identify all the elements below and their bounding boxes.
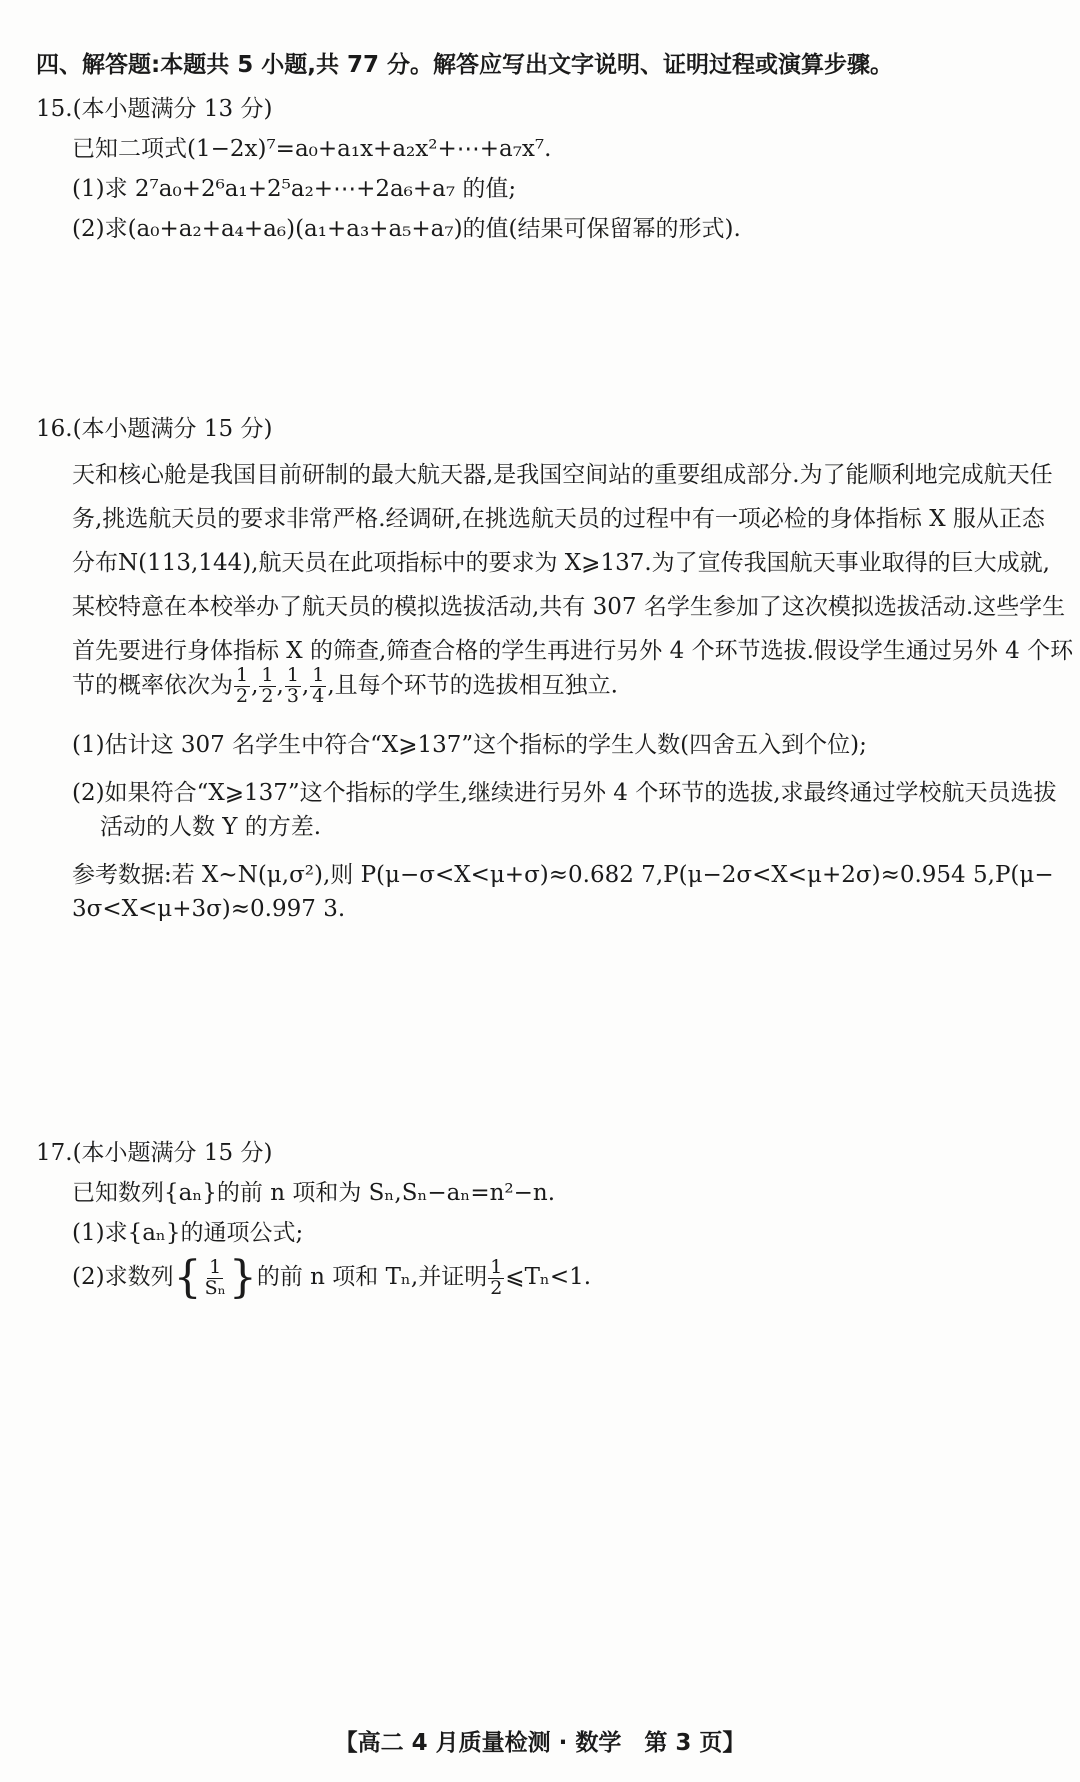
q16-para-line-1: 天和核心舱是我国目前研制的最大航天器,是我国空间站的重要组成部分.为了能顺利地完成航天任 — [72, 462, 1053, 488]
bound-fraction — [488, 1255, 504, 1299]
q16-para-line-5: 首先要进行身体指标 X 的筛查,筛查合格的学生再进行另外 4 个环节选拔.假设学生通过另外 4 个环 — [72, 638, 1074, 664]
q17-part2-suffix: ⩽Tₙ<1. — [505, 1264, 592, 1290]
q17-stem: 已知数列{aₙ}的前 n 项和为 Sₙ,Sₙ−aₙ=n²−n. — [72, 1180, 556, 1206]
page-footer: 【高二 4 月质量检测 · 数学 第 3 页】 — [334, 1730, 746, 1756]
fraction-1 — [234, 666, 250, 707]
q16-part1: (1)估计这 307 名学生中符合“X⩾137”这个指标的学生人数(四舍五入到个位); — [72, 732, 867, 758]
q16-title: 16.(本小题满分 15 分) — [36, 416, 273, 442]
q17-title: 17.(本小题满分 15 分) — [36, 1140, 273, 1166]
q17-part2-mid: 的前 n 项和 Tₙ,并证明 — [256, 1264, 488, 1290]
fraction-3-num: 1 — [286, 664, 299, 686]
q16-para-line-3: 分布N(113,144),航天员在此项指标中的要求为 X⩾137.为了宣传我国航天事业取得的巨大成就, — [72, 550, 1050, 576]
q16-part2-line-1: (2)如果符合“X⩾137”这个指标的学生,继续进行另外 4 个环节的选拔,求最终通过学校航天员选拔 — [72, 780, 1057, 806]
q15-part2: (2)求(a₀+a₂+a₄+a₆)(a₁+a₃+a₅+a₇)的值(结果可保留幂的形式). — [72, 216, 741, 242]
q17-part2 — [72, 1252, 592, 1303]
bound-fraction-den: 2 — [490, 1276, 503, 1299]
fraction-3 — [285, 666, 301, 707]
q15-part1: (1)求 2⁷a₀+2⁶a₁+2⁵a₂+⋯+2a₆+a₇ 的值; — [72, 176, 517, 202]
section-header: 四、解答题:本题共 5 小题,共 77 分。解答应写出文字说明、证明过程或演算步骤。 — [36, 52, 893, 78]
fraction-1-num: 1 — [236, 664, 249, 686]
q16-part2-line-2: 活动的人数 Y 的方差. — [100, 814, 322, 840]
fraction-1-den: 2 — [236, 684, 249, 707]
sequence-fraction — [203, 1255, 228, 1299]
fraction-3-den: 3 — [286, 684, 299, 707]
q15-stem: 已知二项式(1−2x)⁷=a₀+a₁x+a₂x²+⋯+a₇x⁷. — [72, 136, 552, 162]
q17-part2-prefix: (2)求数列 — [72, 1264, 174, 1290]
comma: , — [301, 672, 310, 699]
fraction-4 — [310, 666, 326, 707]
fraction-2 — [259, 666, 275, 707]
q16-prob-prefix: 节的概率依次为 — [72, 672, 233, 699]
q16-reference-line-1: 参考数据:若 X~N(μ,σ²),则 P(μ−σ<X<μ+σ)≈0.682 7,P(μ−2σ<X<μ+2σ)≈0.954 5,P(μ− — [72, 862, 1054, 888]
fraction-4-den: 4 — [312, 684, 325, 707]
fraction-2-den: 2 — [261, 684, 274, 707]
q16-para-line-2: 务,挑选航天员的要求非常严格.经调研,在挑选航天员的过程中有一项必检的身体指标 X 服从正态 — [72, 506, 1045, 532]
sequence-fraction-num: 1 — [209, 1255, 222, 1278]
q16-para-line-4: 某校特意在本校举办了航天员的模拟选拔活动,共有 307 名学生参加了这次模拟选拔活动.这些学生 — [72, 594, 1066, 620]
q16-prob-suffix: ,且每个环节的选拔相互独立. — [327, 672, 618, 699]
sequence-fraction-den: Sₙ — [204, 1276, 226, 1299]
bound-fraction-num: 1 — [490, 1255, 503, 1278]
fraction-2-num: 1 — [261, 664, 274, 686]
q15-title: 15.(本小题满分 13 分) — [36, 96, 273, 122]
q16-reference-line-2: 3σ<X<μ+3σ)≈0.997 3. — [72, 896, 346, 922]
q16-probability-line — [72, 666, 618, 707]
brace-close: } — [228, 1252, 257, 1303]
brace-open: { — [173, 1252, 202, 1303]
fraction-4-num: 1 — [312, 664, 325, 686]
comma: , — [276, 672, 284, 699]
comma: , — [251, 672, 259, 699]
q17-part1: (1)求{aₙ}的通项公式; — [72, 1220, 304, 1246]
